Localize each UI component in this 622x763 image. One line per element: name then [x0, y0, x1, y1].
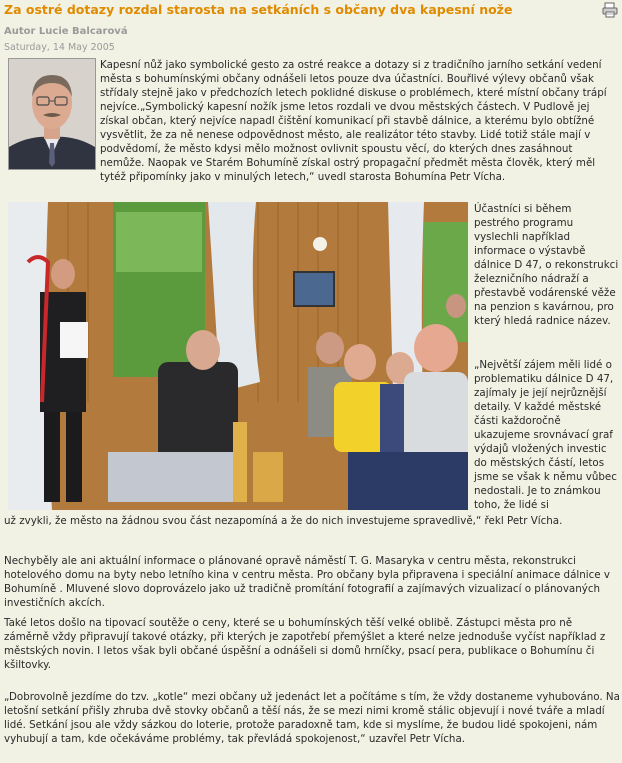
article-paragraph: Nechyběly ale ani aktuální informace o plánované opravě náměstí T. G. Masaryka v centru města, rekonstrukci hotelového domu na byty nebo letního kina v centru města. Pro občany byla připravena i speciální animace dálnice v Bohumíně . Mluvené slovo doprovázelo jako už tradičně promítání fotografií a zajímavých vizualizací o plánovaných investičních akcích. [4, 555, 611, 609]
article-paragraph: Kapesní nůž jako symbolické gesto za ostré reakce a dotazy si z tradičního jarního setkání vedení města s bohumínskými občany odnášeli letos pouze dva účastníci. Bouřlivé výlevy občanů však střídaly stejně jako v předchozích letech poklidné diskuse o problémech, které místní občany trápí nejvíce.„Symbolický kapesní nožík jsme letos rozdali ve dvou městských částech. V Pudlově jej získal občan, který nejvíce napadl čištění komunikací při stavbě dálnice, a kterému bylo obtížné vysvětlit, že za ně nenese odpovědnost město, ale realizátor této stavby. Lidé totiž stále mají v podvědomí, že město kdysi mělo možnost ovlivnit spoustu věcí, do kterých dnes zasáhnout nemůže. Naopak ve Starém Bohumíně získal ostrý propagační předmět města člověk, který měl tytéž připomínky jako v minulých letech,“ uvedl starosta Bohumína Petr Vícha. [100, 59, 607, 183]
article-paragraph: Také letos došlo na tipovací soutěže o ceny, které se u bohumínských těší velké oblibě. Zástupci města pro ně záměrně vždy připravují takové otázky, při kterých je zapotřebí přemýšlet a které nelze jednoduše vyčíst například z městských novin. I letos však byli občané úspěšní a odnášeli si domů hrníčky, psací pera, publikace o Bohumínu či kšiltovky. [4, 617, 606, 671]
article-author: Autor Lucie Balcarová [4, 26, 128, 37]
article-quote-continuation: už zvykli, že město na žádnou svou část nezapomíná a že do nich investujeme spravedlivě,“ řekl Petr Vícha. [4, 515, 563, 527]
article-paragraph: Účastníci si během pestrého programu vyslechli například informace o výstavbě dálnice D 47, o rekonstrukci železničního nádraží a přestavbě vodárenské věže na penzion s kavárnou, pro který hledá radnice název. [474, 203, 619, 327]
article-title: Za ostré dotazy rozdal starosta na setkáních s občany dva kapesní nože [4, 2, 513, 17]
meeting-photo [8, 202, 468, 510]
article-date: Saturday, 14 May 2005 [4, 42, 115, 53]
portrait-photo [8, 58, 96, 170]
article-paragraph: „Dobrovolně jezdíme do tzv. „kotle“ mezi občany už jedenáct let a počítáme s tím, že vždy dostaneme vyhubováno. Na letošní setkání přišly zhruba dvě stovky občanů a těší nás, že se mezi nimi kromě stálic objevují i nové tváře a mladí lidé. Setkání jsou ale vždy sázkou do loterie, protože paradoxně tam, kde si myslíme, že budou lidé spokojeni, nám vyhubují a tam, kde očekáváme problémy, tak převládá spokojenost,“ uzavřel Petr Vícha. [4, 691, 620, 745]
article-quote: „Největší zájem měli lidé o problematiku dálnice D 47, zajímaly je její nejrůznější detaily. V každé městské části každoročně ukazujeme srovnávací graf výdajů vložených investic do městských částí, letos jsme se však k němu vůbec nedostali. Je to známkou toho, že lidé si [474, 359, 617, 511]
print-icon[interactable] [602, 2, 618, 18]
